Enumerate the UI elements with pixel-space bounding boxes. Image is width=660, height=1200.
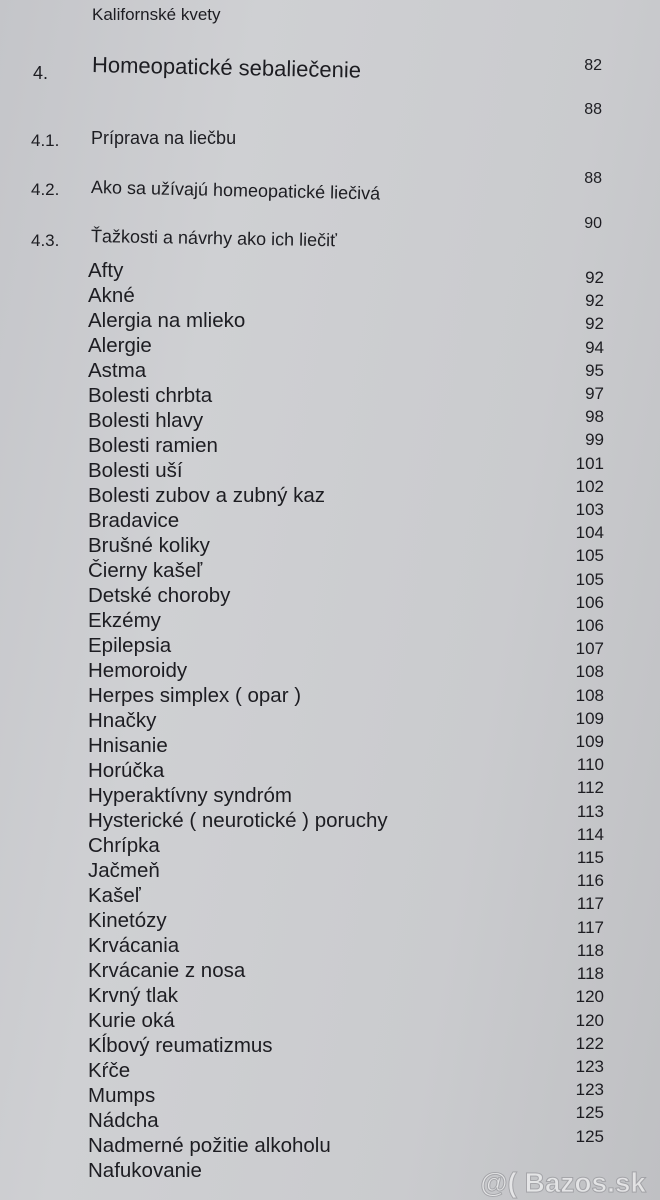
topic-item: Krvácania xyxy=(88,934,180,957)
topic-item: Astma xyxy=(88,359,147,382)
section-page: 90 xyxy=(584,215,602,232)
page-number: 103 xyxy=(575,500,604,520)
topic-item: Kĺbový reumatizmus xyxy=(88,1034,273,1057)
watermark: @( Bazos.sk xyxy=(480,1167,646,1198)
page-number: 115 xyxy=(576,848,604,868)
section-title: Ako sa užívajú homeopatické liečivá xyxy=(90,177,381,204)
page-number: 101 xyxy=(575,453,604,473)
topic-item: Bradavice xyxy=(88,509,180,532)
topic-item: Kašeľ xyxy=(88,884,141,907)
page-number: 109 xyxy=(575,732,604,752)
previous-entry: Kalifornské kvety xyxy=(92,5,221,24)
section-number: 4.2. xyxy=(31,180,60,199)
page-number: 105 xyxy=(575,546,604,566)
topic-item: Bolesti ramien xyxy=(88,434,218,457)
topic-item: Epilepsia xyxy=(88,634,172,657)
topic-item: Hemoroidy xyxy=(88,659,188,682)
page-number-column xyxy=(576,266,604,1148)
topic-item: Nafukovanie xyxy=(88,1159,202,1182)
page-number: 123 xyxy=(575,1056,604,1076)
page-number: 118 xyxy=(576,964,604,984)
chapter-page: 82 xyxy=(584,57,602,74)
page-number: 92 xyxy=(585,291,604,311)
page-number: 95 xyxy=(585,360,604,380)
page-number: 109 xyxy=(575,708,604,728)
topic-item: Alergie xyxy=(88,334,152,357)
page-number: 106 xyxy=(575,592,604,612)
topic-item: Alergia na mlieko xyxy=(88,309,246,332)
chapter-number: 4. xyxy=(33,63,49,83)
topic-item: Chrípka xyxy=(88,834,160,857)
page-number: 105 xyxy=(575,569,604,589)
topic-item: Brušné koliky xyxy=(88,534,210,557)
topic-item: Krvácanie z nosa xyxy=(88,959,246,982)
topic-item: Kŕče xyxy=(88,1059,131,1082)
page-number: 110 xyxy=(576,755,604,775)
page-number: 97 xyxy=(585,384,604,404)
topic-item: Hyperaktívny syndróm xyxy=(88,784,292,807)
section-page: 88 xyxy=(584,170,602,187)
topic-item: Krvný tlak xyxy=(88,984,178,1007)
page-number: 99 xyxy=(585,430,604,450)
topic-item: Bolesti hlavy xyxy=(88,409,204,432)
page-number: 123 xyxy=(575,1080,604,1100)
page-number: 107 xyxy=(575,639,604,659)
page-number: 94 xyxy=(585,337,604,357)
topic-item: Čierny kašeľ xyxy=(88,559,203,582)
page-number: 125 xyxy=(575,1103,604,1123)
topic-item: Horúčka xyxy=(88,759,165,782)
topic-item: Hnisanie xyxy=(88,734,168,757)
page-number: 104 xyxy=(575,523,604,543)
page-number: 122 xyxy=(575,1033,604,1053)
topic-item: Kinetózy xyxy=(88,909,167,932)
page-number: 92 xyxy=(585,314,604,334)
topic-item: Ekzémy xyxy=(88,609,161,632)
topic-item: Hysterické ( neurotické ) poruchy xyxy=(88,809,388,832)
topic-item: Mumps xyxy=(88,1084,156,1107)
page-number: 125 xyxy=(575,1126,604,1146)
topic-item: Akné xyxy=(88,284,135,307)
topic-item: Jačmeň xyxy=(88,859,160,882)
page-number: 113 xyxy=(576,801,604,821)
page-number: 92 xyxy=(585,268,604,287)
page-number: 120 xyxy=(575,1010,604,1030)
topic-item: Hnačky xyxy=(88,709,157,732)
page-number: 120 xyxy=(575,987,604,1007)
topic-list xyxy=(88,258,388,1183)
topic-item: Kurie oká xyxy=(88,1009,175,1032)
topic-item: Nádcha xyxy=(88,1109,159,1132)
page-number: 98 xyxy=(585,407,604,427)
page-number: 112 xyxy=(576,778,604,798)
page-number: 118 xyxy=(576,940,604,960)
page-number: 108 xyxy=(575,685,604,705)
section-number: 4.1. xyxy=(31,131,60,150)
page-number: 106 xyxy=(575,616,604,636)
chapter-title: Homeopatické sebaliečenie xyxy=(91,52,362,83)
page-number: 108 xyxy=(575,662,604,682)
page-number: 117 xyxy=(576,917,604,937)
topic-item: Bolesti chrbta xyxy=(88,384,213,407)
page-number: 117 xyxy=(576,894,604,914)
section-title: Ťažkosti a návrhy ako ich liečiť xyxy=(90,226,338,251)
page-number: 114 xyxy=(576,824,604,844)
topic-item: Bolesti uší xyxy=(88,459,183,482)
topic-item: Detské choroby xyxy=(88,584,231,607)
page-number: 116 xyxy=(576,871,604,891)
section-page: 88 xyxy=(584,101,602,118)
topic-item: Afty xyxy=(88,259,124,282)
section-title: Príprava na liečbu xyxy=(91,128,237,148)
page-number: 102 xyxy=(575,476,604,496)
topic-item: Bolesti zubov a zubný kaz xyxy=(88,484,326,507)
section-number: 4.3. xyxy=(31,231,60,250)
topic-item: Herpes simplex ( opar ) xyxy=(88,684,302,707)
topic-item: Nadmerné požitie alkoholu xyxy=(88,1134,331,1157)
